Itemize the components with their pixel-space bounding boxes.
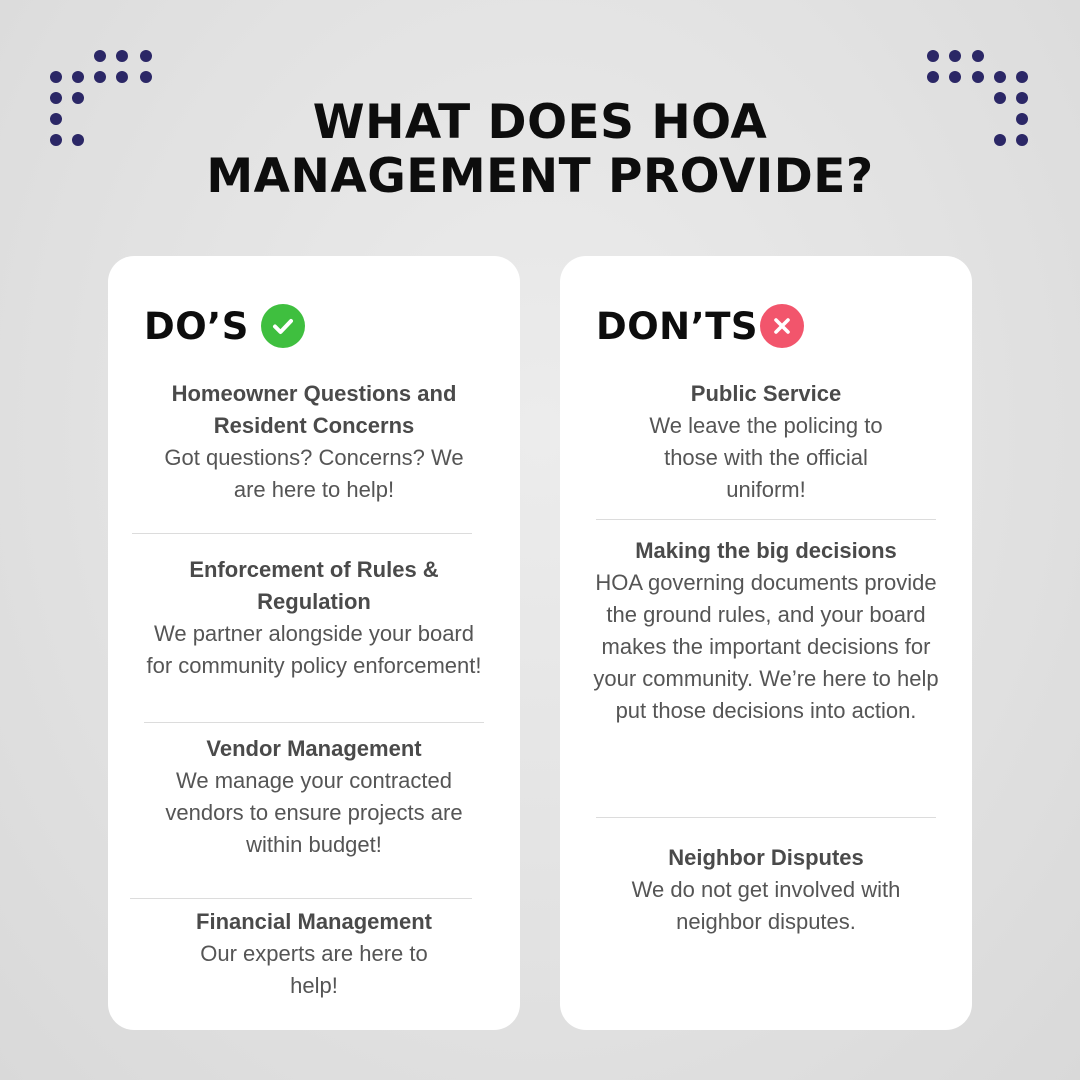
dot <box>1016 71 1028 83</box>
dot <box>949 71 961 83</box>
dot <box>949 50 961 62</box>
donts-header <box>596 304 804 348</box>
donts-item-title: Public Service <box>690 381 842 406</box>
donts-item <box>588 378 944 506</box>
dos-item-description: We partner alongside your board for community policy enforcement! <box>146 621 482 678</box>
page-title-line-1: WHAT DOES HOA <box>312 95 768 150</box>
dot <box>927 71 939 83</box>
dos-item-title: Enforcement of Rules & Regulation <box>189 557 439 614</box>
dos-item <box>136 733 492 861</box>
dos-item-description: Our experts are here to help! <box>200 941 428 998</box>
dot <box>50 71 62 83</box>
dot <box>116 71 128 83</box>
dot <box>94 71 106 83</box>
dos-item-title: Financial Management <box>196 909 432 934</box>
dot <box>72 71 84 83</box>
dot <box>140 71 152 83</box>
donts-item-title: Making the big decisions <box>635 538 897 563</box>
page-title-line-2: MANAGEMENT PROVIDE? <box>206 149 874 204</box>
dos-heading: DO’S <box>144 304 249 348</box>
dot <box>972 71 984 83</box>
x-circle-icon <box>760 304 804 348</box>
donts-item <box>588 842 944 938</box>
dot <box>972 50 984 62</box>
donts-item-description: We leave the policing to those with the official uniform! <box>649 413 883 502</box>
divider <box>144 722 484 723</box>
dos-header <box>144 304 305 348</box>
dot <box>140 50 152 62</box>
dot <box>94 50 106 62</box>
dos-item <box>136 906 492 1002</box>
dos-item-description: We manage your contracted vendors to ensure projects are within budget! <box>165 768 463 857</box>
dos-item <box>136 554 492 682</box>
dot <box>116 50 128 62</box>
donts-item-description: We do not get involved with neighbor disputes. <box>631 877 901 934</box>
divider <box>130 898 472 899</box>
dot <box>994 71 1006 83</box>
page-title <box>0 96 1080 204</box>
dos-card <box>108 256 520 1030</box>
donts-item-description: HOA governing documents provide the ground rules, and your board makes the important decisions for your community. We’re here to help put those decisions into action. <box>593 570 939 723</box>
dos-item-description: Got questions? Concerns? We are here to help! <box>164 445 464 502</box>
check-circle-icon <box>261 304 305 348</box>
divider <box>596 519 936 520</box>
dos-item-title: Vendor Management <box>206 736 422 761</box>
dos-item-title: Homeowner Questions and Resident Concerns <box>171 381 457 438</box>
divider <box>132 533 472 534</box>
divider <box>596 817 936 818</box>
donts-item-title: Neighbor Disputes <box>668 845 864 870</box>
dos-item <box>136 378 492 506</box>
donts-heading: DON’TS <box>596 304 759 348</box>
donts-item <box>588 535 944 727</box>
donts-card <box>560 256 972 1030</box>
dot <box>927 50 939 62</box>
